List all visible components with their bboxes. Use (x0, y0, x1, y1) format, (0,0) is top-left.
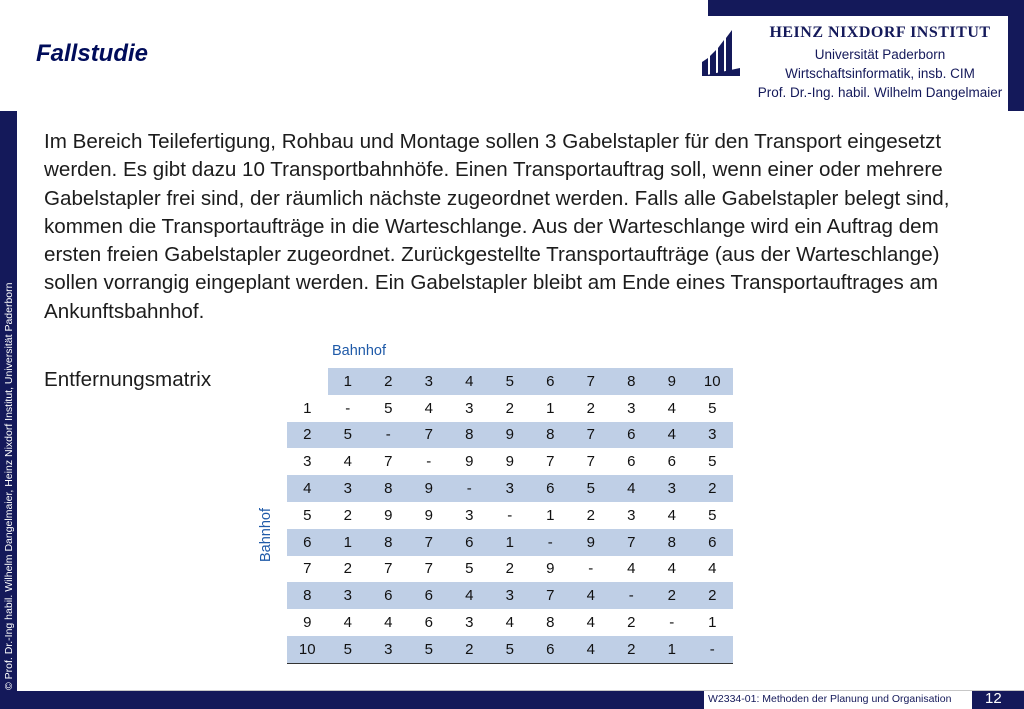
matrix-cell: 4 (627, 560, 636, 578)
matrix-cell: 2 (343, 506, 352, 524)
matrix-column-header: 5 (490, 368, 531, 395)
matrix-cell: 3 (465, 614, 474, 632)
institute-name: HEINZ NIXDORF INSTITUT (769, 24, 991, 41)
matrix-column-header: 2 (368, 368, 409, 395)
matrix-cell: 6 (530, 636, 571, 663)
matrix-row (287, 502, 733, 529)
matrix-cell: 9 (465, 453, 474, 471)
matrix-cell: 6 (409, 582, 450, 609)
matrix-cell: 4 (571, 636, 612, 663)
institute-department: Wirtschaftsinformatik, insb. CIM (785, 66, 975, 81)
matrix-cell: 2 (505, 560, 514, 578)
matrix-cell: 5 (384, 399, 393, 417)
matrix-cell: 4 (343, 614, 352, 632)
matrix-row-header: 6 (287, 529, 328, 556)
matrix-cell: - (611, 582, 652, 609)
matrix-label: Entfernungsmatrix (44, 368, 212, 391)
matrix-cell: 2 (627, 614, 636, 632)
matrix-cell: 2 (586, 506, 595, 524)
matrix-cell: 1 (328, 529, 369, 556)
matrix-cell: 6 (368, 582, 409, 609)
matrix-row-axis-label: Bahnhof (258, 507, 274, 562)
matrix-cell: 7 (586, 453, 595, 471)
matrix-row (287, 422, 733, 449)
matrix-cell: 5 (409, 636, 450, 663)
matrix-row-header: 10 (287, 636, 328, 663)
matrix-cell: 5 (708, 506, 717, 524)
matrix-cell: 3 (692, 422, 733, 449)
matrix-row (287, 636, 733, 663)
matrix-cell: - (368, 422, 409, 449)
side-copyright: © Prof. Dr.-Ing habil. Wilhelm Dangelmaier, Heinz Nixdorf Institut, Universität Paderborn (3, 282, 15, 690)
matrix-row-header: 2 (287, 422, 328, 449)
matrix-cell: 9 (424, 506, 433, 524)
matrix-cell: 4 (667, 506, 676, 524)
matrix-cell: 7 (424, 560, 433, 578)
matrix-cell: 6 (692, 529, 733, 556)
matrix-column-header: 10 (692, 368, 733, 395)
matrix-row (287, 395, 733, 422)
matrix-cell: 7 (384, 453, 393, 471)
matrix-cell: 5 (465, 560, 474, 578)
matrix-column-header: 9 (652, 368, 693, 395)
matrix-cell: 9 (409, 475, 450, 502)
matrix-row-header: 1 (303, 399, 312, 417)
matrix-cell: - (530, 529, 571, 556)
matrix-row-header: 5 (303, 506, 312, 524)
matrix-cell: 6 (449, 529, 490, 556)
matrix-cell: 1 (546, 399, 555, 417)
matrix-cell: 8 (546, 614, 555, 632)
matrix-cell: 3 (328, 475, 369, 502)
matrix-cell: 4 (667, 560, 676, 578)
matrix-cell: 1 (546, 506, 555, 524)
matrix-column-header: 6 (530, 368, 571, 395)
matrix-cell: 7 (546, 453, 555, 471)
matrix-column-header: 3 (409, 368, 450, 395)
institute-logo-icon (700, 28, 742, 80)
matrix-row (287, 529, 733, 556)
matrix-cell: 9 (571, 529, 612, 556)
matrix-cell: 7 (409, 529, 450, 556)
matrix-cell: 7 (530, 582, 571, 609)
matrix-cell: 3 (652, 475, 693, 502)
distance-matrix (287, 368, 733, 664)
matrix-cell: 2 (449, 636, 490, 663)
matrix-column-header: 7 (571, 368, 612, 395)
matrix-cell: 2 (505, 399, 514, 417)
matrix-cell: 5 (708, 399, 717, 417)
matrix-column-header: 1 (328, 368, 369, 395)
matrix-cell: 3 (490, 475, 531, 502)
matrix-cell: 1 (490, 529, 531, 556)
matrix-row-header: 9 (303, 614, 312, 632)
matrix-cell: 3 (465, 506, 474, 524)
matrix-cell: 3 (328, 582, 369, 609)
matrix-cell: 7 (409, 422, 450, 449)
matrix-cell: 4 (652, 422, 693, 449)
matrix-cell: 6 (627, 453, 636, 471)
matrix-row (287, 448, 733, 475)
matrix-cell: 4 (449, 582, 490, 609)
matrix-cell: 4 (586, 614, 595, 632)
matrix-cell: 2 (652, 582, 693, 609)
header-bar-right (1008, 16, 1024, 111)
matrix-row-header: 4 (287, 475, 328, 502)
matrix-cell: 2 (586, 399, 595, 417)
matrix-cell: 3 (368, 636, 409, 663)
matrix-row (287, 582, 733, 609)
matrix-cell: 8 (449, 422, 490, 449)
matrix-cell: 3 (627, 506, 636, 524)
matrix-cell: 6 (530, 475, 571, 502)
matrix-cell: 3 (465, 399, 474, 417)
matrix-cell: - (588, 560, 594, 578)
matrix-cell: 4 (611, 475, 652, 502)
matrix-cell: 9 (490, 422, 531, 449)
matrix-cell: - (345, 399, 351, 417)
matrix-cell: 5 (708, 453, 717, 471)
institute-professor: Prof. Dr.-Ing. habil. Wilhelm Dangelmaier (757, 85, 1003, 100)
matrix-corner (287, 368, 328, 395)
matrix-cell: 7 (611, 529, 652, 556)
matrix-cell: 9 (384, 506, 393, 524)
matrix-cell: 6 (667, 453, 676, 471)
matrix-cell: 4 (384, 614, 393, 632)
matrix-row (287, 556, 733, 583)
case-description: Im Bereich Teilefertigung, Rohbau und Montage sollen 3 Gabelstapler für den Transport eingesetzt werden. Es gibt dazu 10 Transportbahnhöfe. Einen Transportauftrag soll, wenn einer oder mehrere Gabelstapler frei sind, der räumlich nächste zugeordnet werden. Falls alle Gabelstapler belegt sind, kommen die Transportaufträge in die Warteschlange. Aus der Warteschlange wird ein Auftrag dem ersten freien Gabelstapler zugeordnet. Zurückgestellte Transportaufträge (aus der Warteschlange) sollen vorrangig eingeplant werden. Ein Gabelstapler bleibt am Ende eines Transportauftrages am Ankunftsbahnhof. (44, 130, 950, 323)
matrix-row-header: 3 (303, 453, 312, 471)
matrix-cell: - (507, 506, 513, 524)
matrix-cell: 5 (571, 475, 612, 502)
matrix-cell: 5 (328, 422, 369, 449)
matrix-cell: 8 (368, 475, 409, 502)
matrix-cell: 5 (328, 636, 369, 663)
matrix-row-header: 8 (287, 582, 328, 609)
matrix-row-header: 7 (303, 560, 312, 578)
page-number: 12 (985, 690, 1002, 707)
matrix-cell: 4 (343, 453, 352, 471)
matrix-cell: 3 (627, 399, 636, 417)
matrix-cell: 3 (490, 582, 531, 609)
matrix-cell: 4 (708, 560, 717, 578)
matrix-cell: 2 (692, 475, 733, 502)
matrix-cell: 8 (530, 422, 571, 449)
matrix-cell: 2 (692, 582, 733, 609)
footer-course: W2334-01: Methoden der Planung und Organisation (708, 693, 952, 705)
matrix-cell: 7 (384, 560, 393, 578)
slide-title: Fallstudie (36, 40, 149, 67)
matrix-cell: 9 (505, 453, 514, 471)
matrix-cell: 9 (546, 560, 555, 578)
matrix-row (287, 609, 733, 636)
matrix-cell: 7 (571, 422, 612, 449)
matrix-cell: - (426, 453, 432, 471)
matrix-cell: - (449, 475, 490, 502)
matrix-cell: 5 (490, 636, 531, 663)
matrix-cell: 6 (611, 422, 652, 449)
matrix-row (287, 475, 733, 502)
matrix-cell: 4 (571, 582, 612, 609)
matrix-cell: 4 (505, 614, 514, 632)
header-bar (708, 0, 1024, 16)
matrix-column-header: 8 (611, 368, 652, 395)
matrix-cell: 2 (343, 560, 352, 578)
matrix-cell: 4 (424, 399, 433, 417)
matrix-cell: 1 (708, 614, 717, 632)
matrix-cell: - (669, 614, 675, 632)
matrix-cell: 4 (667, 399, 676, 417)
matrix-cell: - (692, 636, 733, 663)
matrix-cell: 1 (652, 636, 693, 663)
institute-university: Universität Paderborn (814, 47, 946, 62)
matrix-cell: 8 (368, 529, 409, 556)
matrix-cell: 2 (611, 636, 652, 663)
matrix-cell: 6 (424, 614, 433, 632)
matrix-column-axis-label: Bahnhof (332, 343, 387, 359)
matrix-column-header: 4 (449, 368, 490, 395)
matrix-cell: 8 (652, 529, 693, 556)
